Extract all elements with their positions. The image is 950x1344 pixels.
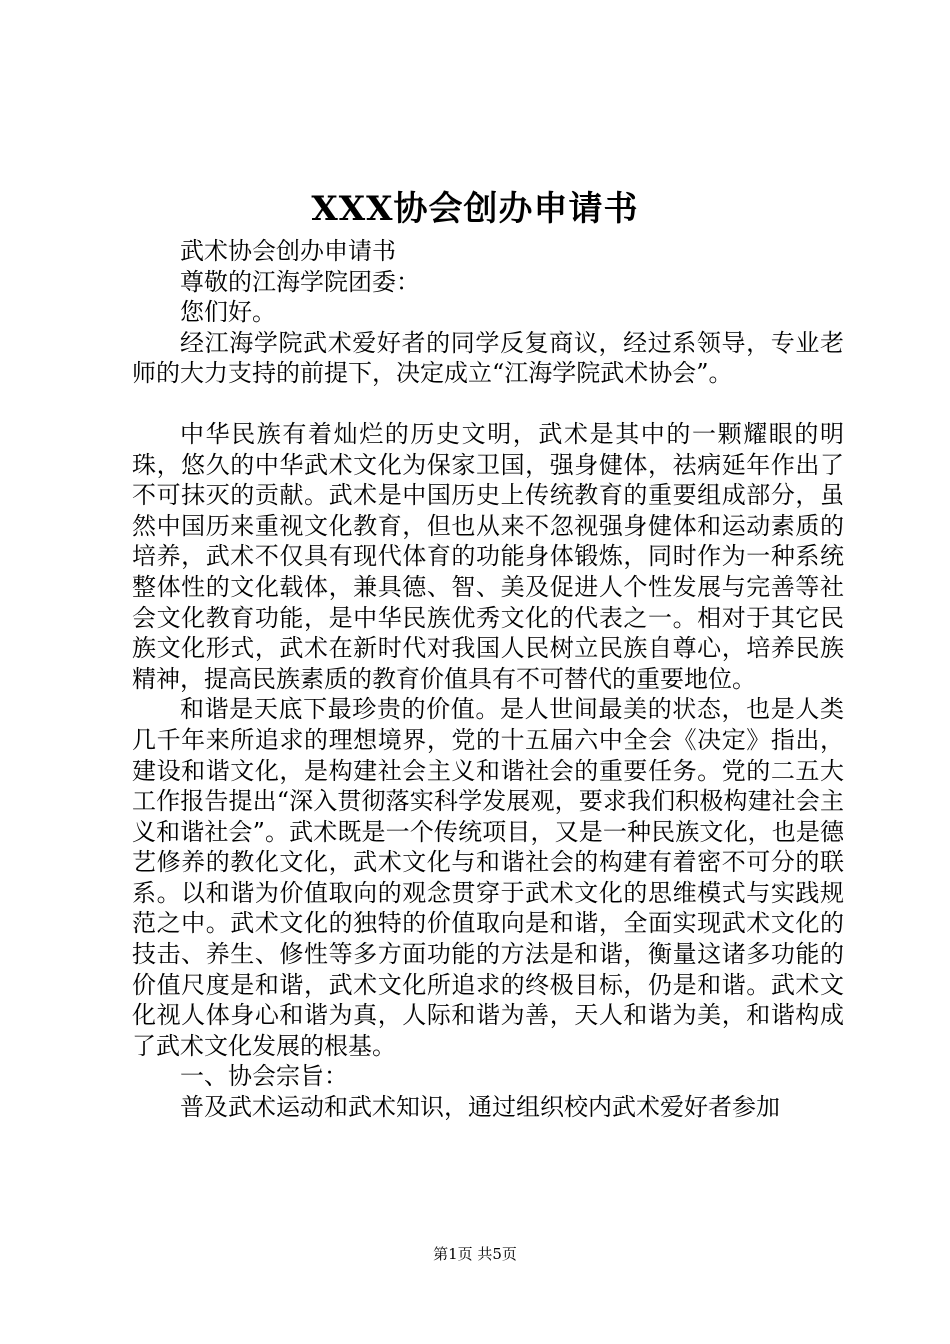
page-footer: 第1页 共5页: [433, 1245, 517, 1263]
section-heading-purpose: 一、协会宗旨：: [180, 1062, 348, 1091]
document-title: XXX协会创办申请书: [311, 189, 639, 229]
paragraph-salutation: 尊敬的江海学院团委：: [180, 267, 420, 296]
paragraph-purpose: 普及武术运动和武术知识，通过组织校内武术爱好者参加: [180, 1093, 780, 1122]
paragraph-harmony: 和谐是天底下最珍贵的价值。是人世间最美的状态，也是人类几千年来所追求的理想境界，党的十五届六中全会《决定》指出，建设和谐文化，是构建社会主义和谐社会的重要任务。党的二五大工作报告提出“深入贯彻落实科学发展观，要求我们积极构建社会主义和谐社会”。武术既是一个传统项目，又是一种民族文化，也是德艺修养的教化文化，武术文化与和谐社会的构建有着密不可分的联系。以和谐为价值取向的观念贯穿于武术文化的思维模式与实践规范之中。武术文化的独特的价值取向是和谐，全面实现武术文化的技击、养生、修性等多方面功能的方法是和谐，衡量这诸多功能的价值尺度是和谐，武术文化所追求的终极目标，仍是和谐。武术文化视人体身心和谐为真，人际和谐为善，天人和谐为美，和谐构成了武术文化发展的根基。: [132, 695, 844, 1060]
document-body: [132, 236, 844, 1123]
paragraph-spacer: [132, 389, 844, 419]
paragraph-doc-name: 武术协会创办申请书: [180, 237, 396, 265]
paragraph-greeting: 您们好。: [180, 298, 276, 327]
paragraph-intro: 经江海学院武术爱好者的同学反复商议，经过系领导，专业老师的大力支持的前提下，决定成立“江海学院武术协会”。: [132, 328, 844, 388]
paragraph-martial-arts-culture: 中华民族有着灿烂的历史文明，武术是其中的一颗耀眼的明珠，悠久的中华武术文化为保家卫国，强身健体，祛病延年作出了不可抹灭的贡献。武术是中国历史上传统教育的重要组成部分，虽然中国历来重视文化教育，但也从来不忽视强身健体和运动素质的培养，武术不仅具有现代体育的功能身体锻炼，同时作为一种系统整体性的文化载体，兼具德、智、美及促进人个性发展与完善等社会文化教育功能，是中华民族优秀文化的代表之一。相对于其它民族文化形式，武术在新时代对我国人民树立民族自尊心，培养民族精神，提高民族素质的教育价值具有不可替代的重要地位。: [132, 419, 844, 693]
